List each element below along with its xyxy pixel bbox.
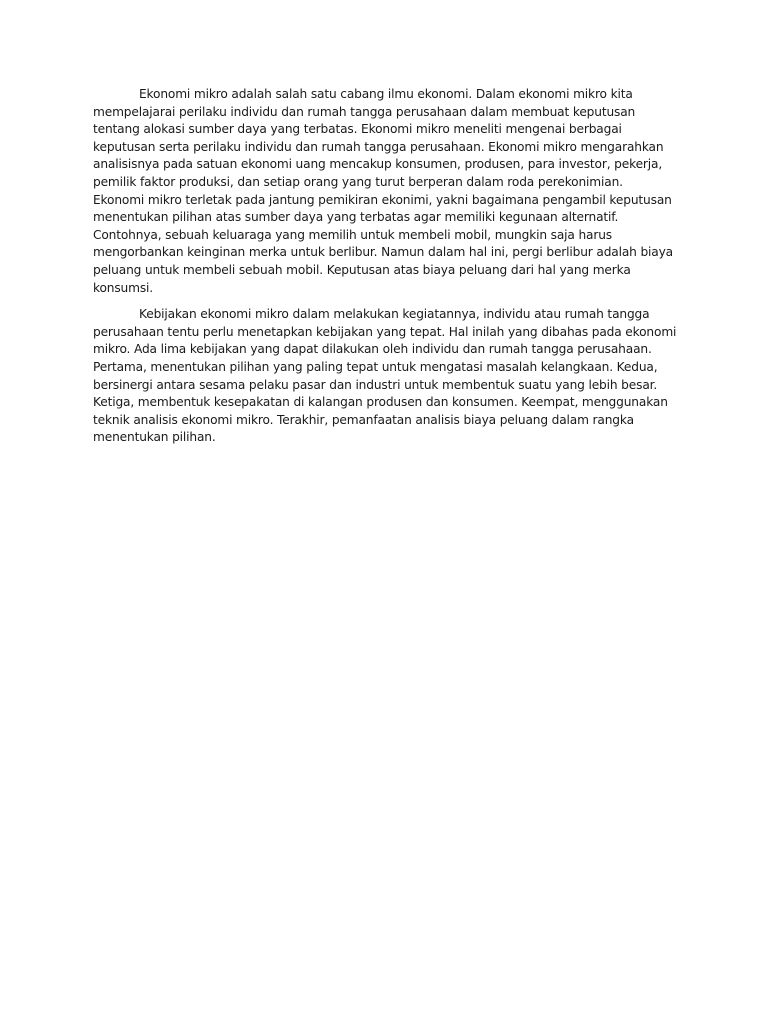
paragraph-1: Ekonomi mikro adalah salah satu cabang ilmu ekonomi. Dalam ekonomi mikro kita mempelajarai perilaku individu dan rumah tangga perusahaan dalam membuat keputusan tentang alokasi sumber daya yang terbatas. Ekonomi mikro meneliti mengenai berbagai keputusan serta perilaku individu dan rumah tangga perusahaan. Ekonomi mikro mengarahkan analisisnya pada satuan ekonomi uang mencakup konsumen, produsen, para investor, pekerja, pemilik faktor produksi, dan setiap orang yang turut berperan dalam roda perekonimian. Ekonomi mikro terletak pada jantung pemikiran ekonimi, yakni bagaimana pengambil keputusan menentukan pilihan atas sumber daya yang terbatas agar memiliki kegunaan alternatif. Contohnya, sebuah keluaraga yang memilih untuk membeli mobil, mungkin saja harus mengorbankan keinginan merka untuk berlibur. Namun dalam hal ini, pergi berlibur adalah biaya peluang untuk membeli sebuah mobil. Keputusan atas biaya peluang dari hal yang merka konsumsi.	[93, 87, 673, 295]
paragraph-2: Kebijakan ekonomi mikro dalam melakukan kegiatannya, individu atau rumah tangga perusahaan tentu perlu menetapkan kebijakan yang tepat. Hal inilah yang dibahas pada ekonomi mikro. Ada lima kebijakan yang dapat dilakukan oleh individu dan rumah tangga perusahaan. Pertama, menentukan pilihan yang paling tepat untuk mengatasi masalah kelangkaan. Kedua, bersinergi antara sesama pelaku pasar dan industri untuk membentuk suatu yang lebih besar. Ketiga, membentuk kesepakatan di kalangan produsen dan konsumen. Keempat, menggunakan teknik analisis ekonomi mikro. Terakhir, pemanfaatan analisis biaya peluang dalam rangka menentukan pilihan.	[93, 307, 677, 445]
document-body	[93, 86, 677, 456]
